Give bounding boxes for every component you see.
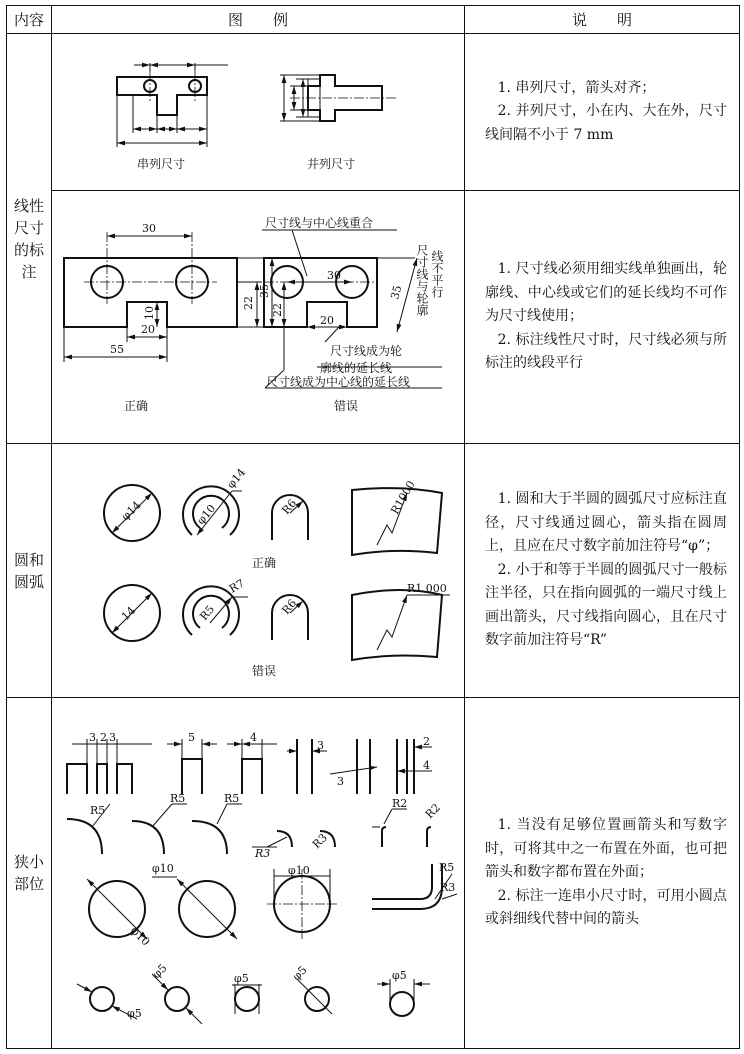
dim-label: 55 bbox=[110, 342, 124, 356]
dim-label: 35 bbox=[388, 283, 405, 301]
caption-parallel: 并列尺寸 bbox=[307, 156, 356, 171]
content-line: 狭小 bbox=[13, 853, 44, 871]
content-narrow bbox=[7, 698, 52, 1049]
note-line: 1. 尺寸线必须用细实线单独画出，轮廓线、中心线或它们的延长线均不可作为尺寸线使用； bbox=[485, 261, 727, 325]
content-line: 线性 bbox=[13, 196, 44, 215]
dim-label: φ10 bbox=[288, 863, 310, 877]
callout-label: 尺寸线成为中心线的延长线 bbox=[266, 374, 411, 389]
series-dimension-drawing bbox=[117, 63, 228, 147]
linear-wrong-drawing bbox=[262, 215, 444, 389]
dim-label: R1 000 bbox=[407, 581, 447, 595]
header-example: 图 例 bbox=[52, 6, 465, 34]
caption-circles-correct: 正确 bbox=[252, 555, 277, 570]
callout-label: 廓线的延长线 bbox=[320, 360, 393, 375]
note-narrow-places bbox=[465, 698, 740, 1049]
dim-label: 14 bbox=[118, 603, 139, 623]
linear-correct-drawing bbox=[64, 222, 277, 362]
callout-label: 尺寸线与轮廓 bbox=[415, 243, 429, 316]
caption-circles-wrong: 错误 bbox=[252, 663, 277, 678]
note-line: 1. 当没有足够位置画箭头和写数字时，可将其中之一布置在外面，也可把箭头和数字都布置在外面； bbox=[485, 817, 727, 881]
dim-label: 2 bbox=[423, 734, 430, 748]
narrow-diameter-drawing bbox=[87, 861, 457, 948]
dim-label: 5 bbox=[188, 730, 195, 744]
dim-label: 3 bbox=[317, 738, 324, 752]
dim-label: 4 bbox=[250, 730, 257, 744]
note-line: 2. 标注一连串小尺寸时，可用小圆点或斜细线代替中间的箭头 bbox=[485, 887, 727, 928]
dim-label: 22 bbox=[271, 302, 284, 317]
dim-label: R6 bbox=[279, 496, 300, 517]
content-line: 圆和 bbox=[13, 550, 44, 569]
dim-label: φ14 bbox=[224, 465, 249, 491]
dim-label: 35 bbox=[258, 283, 271, 298]
header-content: 内容 bbox=[7, 6, 52, 34]
dim-label: R2 bbox=[422, 800, 443, 821]
note-series-parallel bbox=[465, 34, 740, 191]
note-line: 1. 串列尺寸，箭头对齐； bbox=[497, 79, 656, 96]
dim-label: 20 bbox=[320, 313, 334, 327]
dim-label: φ5 bbox=[149, 961, 170, 981]
dim-label: φ5 bbox=[234, 971, 249, 985]
dim-label: φ5 bbox=[127, 1006, 142, 1020]
dim-label: φ10 bbox=[152, 861, 174, 875]
dim-label: 3 bbox=[109, 730, 116, 744]
dim-label: R5 bbox=[90, 803, 106, 817]
figure-linear-rules bbox=[52, 191, 465, 444]
row-narrow-places bbox=[7, 698, 740, 1049]
header-row bbox=[7, 6, 740, 34]
dim-label: R5 bbox=[197, 602, 218, 623]
dim-label: φ10 bbox=[194, 501, 219, 527]
header-note: 说 明 bbox=[465, 6, 740, 34]
content-line: 圆弧 bbox=[13, 572, 44, 591]
note-line: 2. 标注线性尺寸时，尺寸线必须与所标注的线段平行 bbox=[485, 331, 727, 372]
row-linear-rules bbox=[7, 191, 740, 444]
note-line: 2. 小于和等于半圆的圆弧尺寸一般标注半径，只在指向圆弧的一端尺寸线上画出箭头，尺寸线指向圆心，且在尺寸数字前加注符号“R” bbox=[485, 561, 727, 649]
dim-label: R1000 bbox=[388, 478, 418, 516]
content-linear bbox=[7, 34, 52, 444]
dimension-rules-table bbox=[6, 5, 740, 1049]
narrow-linear-drawing bbox=[67, 731, 432, 794]
dim-label: φ10 bbox=[127, 923, 153, 948]
dim-label: 2 bbox=[100, 730, 107, 744]
note-line: 2. 并列尺寸，小在内、大在外，尺寸线间隔不小于 7 mm bbox=[485, 103, 727, 143]
dim-label: R2 bbox=[392, 796, 408, 810]
dim-label: R5 bbox=[224, 791, 240, 805]
dim-label: R6 bbox=[279, 596, 300, 617]
caption-correct: 正确 bbox=[124, 398, 149, 413]
circles-wrong-drawing bbox=[104, 576, 450, 659]
note-linear-rules bbox=[465, 191, 740, 444]
dim-label: 3 bbox=[337, 774, 344, 788]
caption-wrong: 错误 bbox=[334, 398, 359, 413]
row-linear-series bbox=[7, 34, 740, 191]
dim-label: 20 bbox=[141, 322, 155, 336]
circles-correct-drawing bbox=[104, 465, 442, 554]
dim-label: R3 bbox=[440, 880, 456, 894]
dim-label: R3 bbox=[309, 830, 330, 851]
dim-label: 4 bbox=[423, 758, 430, 772]
dim-label: 30 bbox=[142, 221, 156, 235]
dim-label: R3 bbox=[255, 846, 271, 860]
dim-label: φ5 bbox=[392, 968, 407, 982]
callout-label: 线不平行 bbox=[430, 249, 444, 298]
row-circles-arcs bbox=[7, 444, 740, 698]
note-circles-arcs bbox=[465, 444, 740, 698]
narrow-radius-drawing bbox=[67, 792, 443, 860]
dim-label: R5 bbox=[439, 860, 455, 874]
callout-label: 尺寸线与中心线重合 bbox=[265, 215, 374, 230]
content-line: 部位 bbox=[13, 875, 44, 893]
dim-label: 22 bbox=[242, 295, 255, 310]
content-line: 注 bbox=[21, 262, 37, 281]
dim-label: R5 bbox=[170, 791, 186, 805]
callout-label: 尺寸线成为轮 bbox=[330, 343, 403, 358]
dim-label: 3 bbox=[89, 730, 96, 744]
note-line: 1. 圆和大于半圆的圆弧尺寸应标注直径，尺寸线通过圆心，箭头指在圆周上，且应在尺寸数字前加注符号“φ”； bbox=[485, 491, 727, 555]
dim-label: φ5 bbox=[289, 963, 310, 983]
parallel-dimension-drawing bbox=[280, 75, 397, 121]
figure-circles-arcs bbox=[52, 444, 465, 698]
content-line: 的标 bbox=[13, 240, 44, 259]
narrow-small-diameter-drawing bbox=[77, 961, 430, 1023]
dim-label: 30 bbox=[327, 268, 341, 282]
figure-narrow-places bbox=[52, 698, 465, 1049]
content-circles bbox=[7, 444, 52, 698]
dim-label: 10 bbox=[143, 305, 156, 320]
dim-label: R7 bbox=[227, 576, 247, 596]
dim-label: φ14 bbox=[118, 498, 144, 523]
caption-series: 串列尺寸 bbox=[137, 156, 186, 171]
figure-series-parallel bbox=[52, 34, 465, 191]
content-line: 尺寸 bbox=[13, 218, 44, 237]
